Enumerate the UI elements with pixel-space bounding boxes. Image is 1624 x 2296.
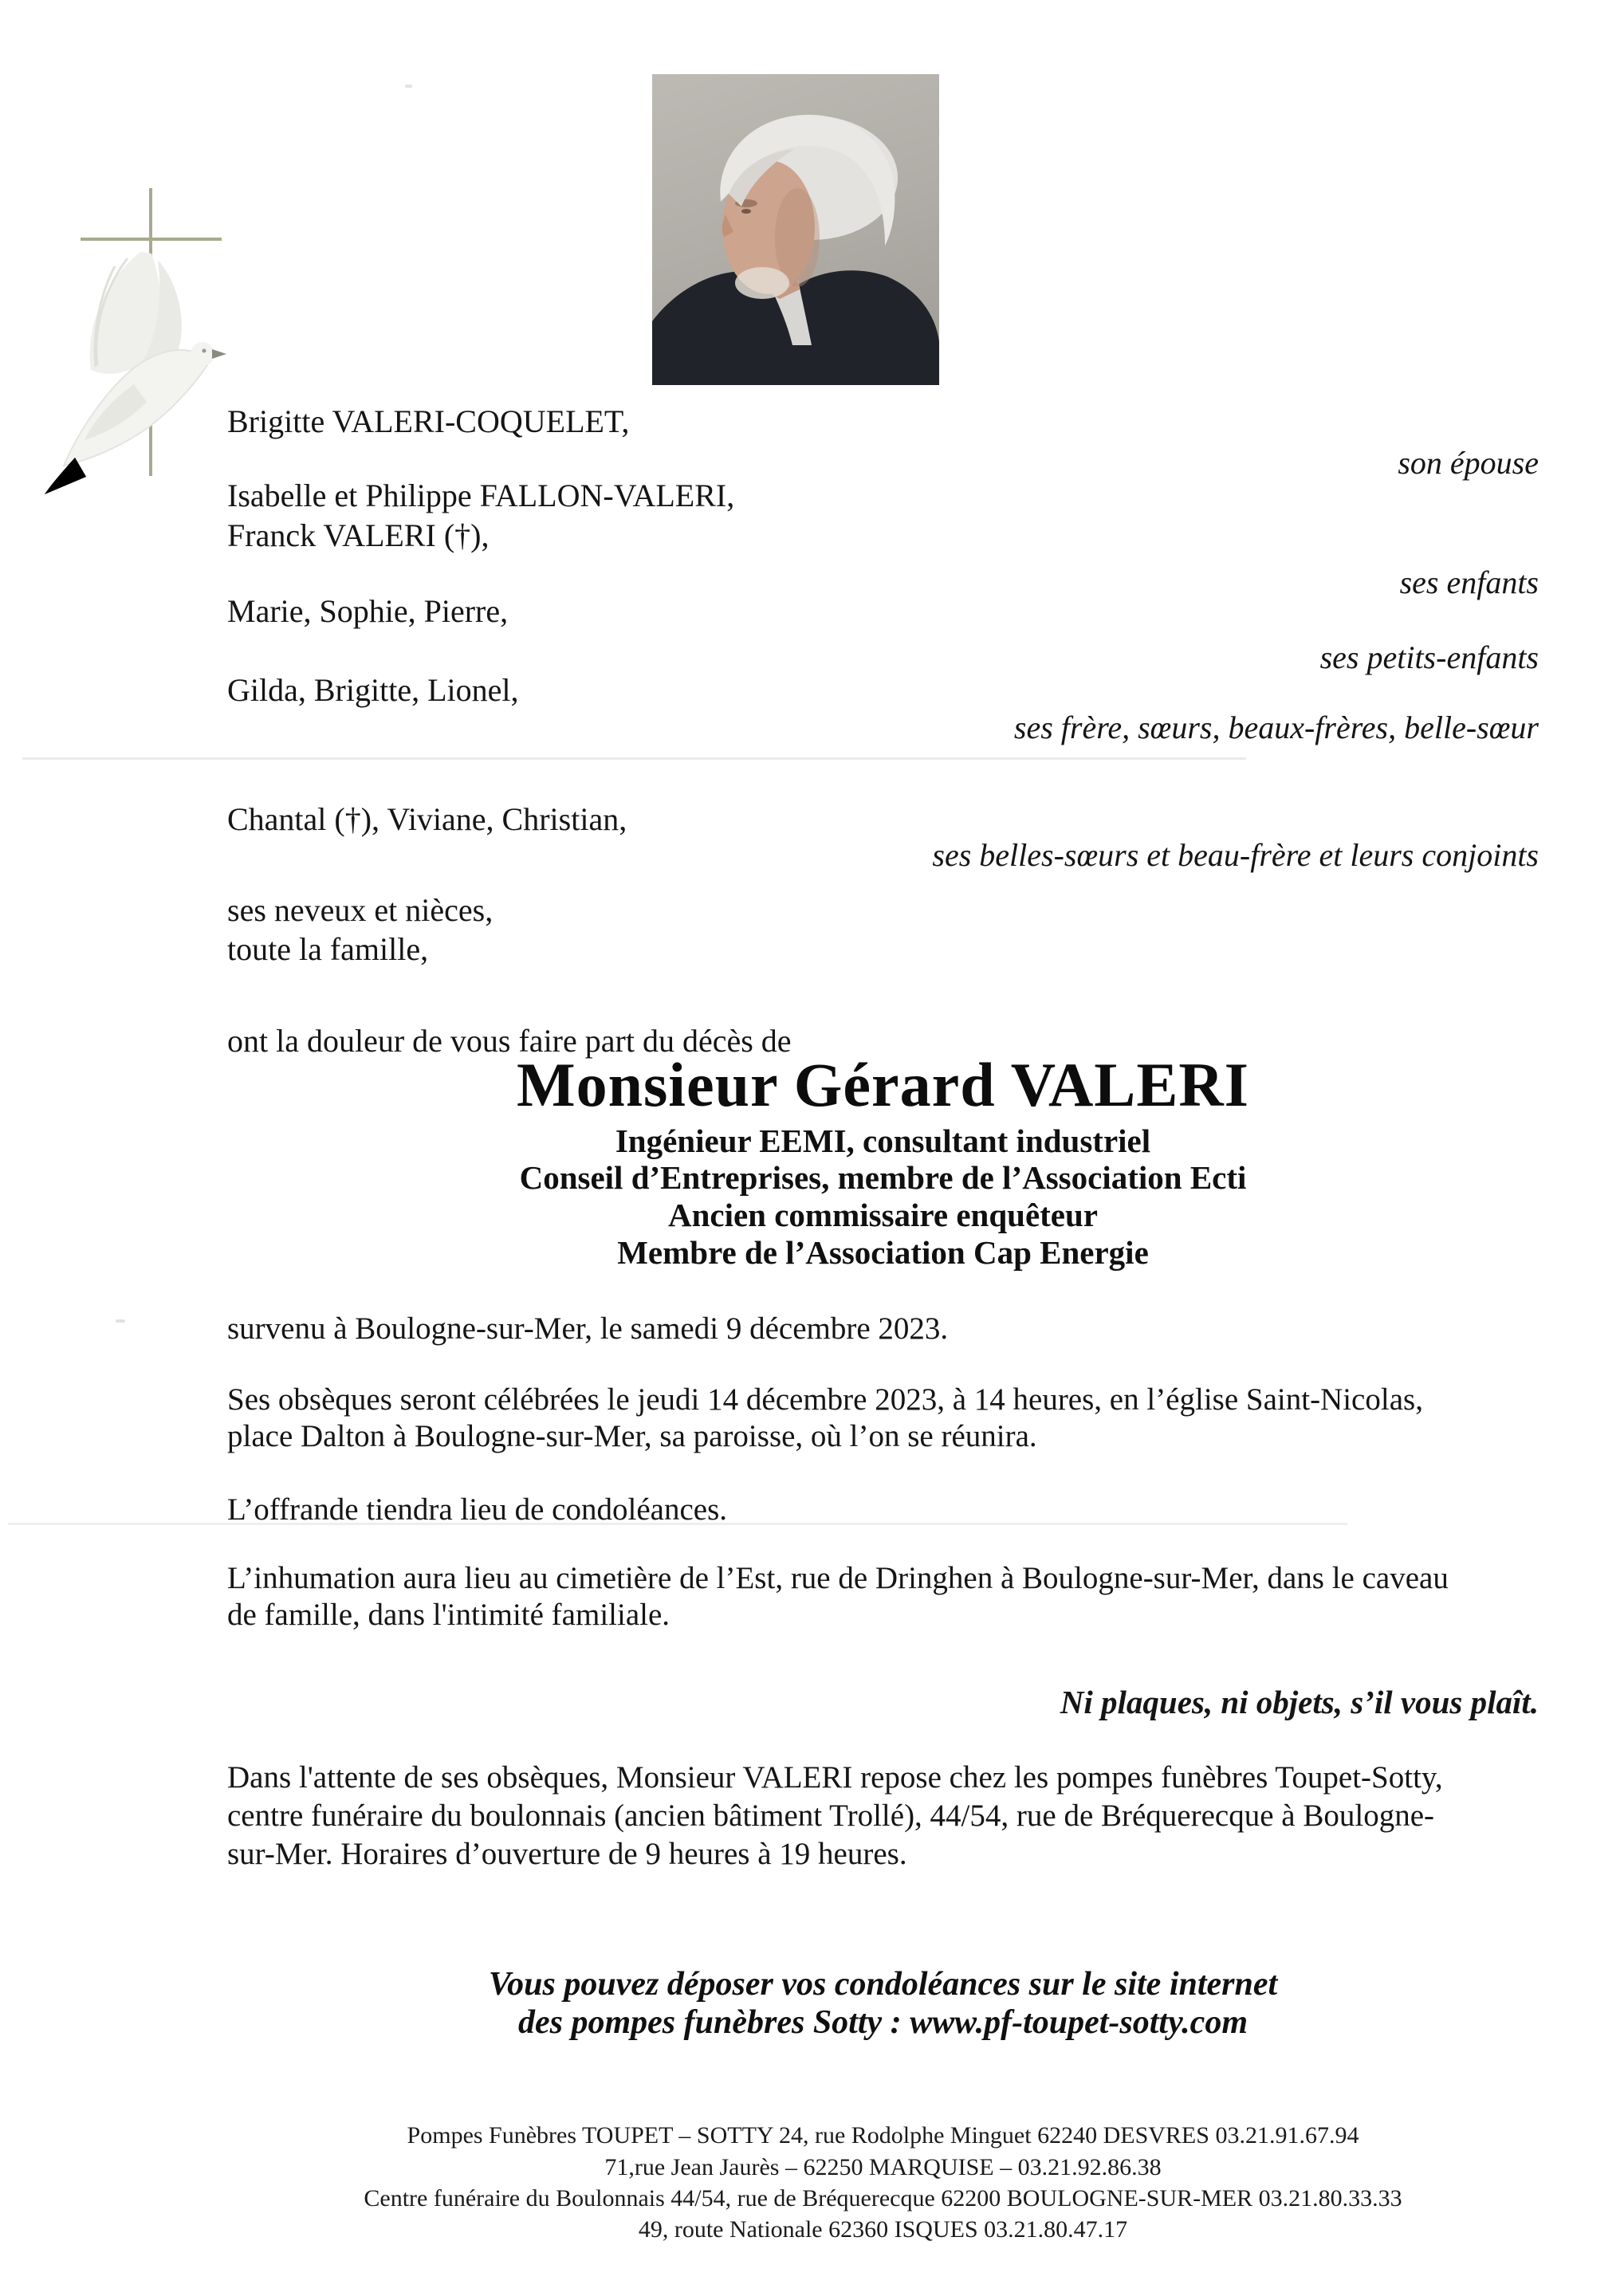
relation-line: ses belles-sœurs et beau-frère et leurs conjoints [932,837,1539,873]
deceased-name-title: Monsieur Gérard VALERI [516,1050,1250,1119]
burial-line: de famille, dans l'intimité familiale. [227,1598,670,1632]
request-line: Ni plaques, ni objets, s’il vous plaît. [1060,1684,1539,1720]
footer-line: 49, route Nationale 62360 ISQUES 03.21.80.47.17 [638,2216,1128,2243]
family-name-line: toute la famille, [227,931,429,967]
family-name-line: Chantal (†), Viviane, Christian, [227,801,627,837]
relation-line: ses petits-enfants [1319,639,1539,675]
portrait-photo [652,74,939,385]
family-name-line: Brigitte VALERI-COQUELET, [227,403,630,439]
offering-line: L’offrande tiendra lieu de condoléances. [227,1492,727,1527]
footer-line: 71,rue Jean Jaurès – 62250 MARQUISE – 03.21.92.86.38 [604,2154,1162,2180]
relation-line: ses enfants [1399,564,1539,600]
scan-artifact-line [22,757,1246,760]
ceremony-line: Ses obsèques seront célébrées le jeudi 14 décembre 2023, à 14 heures, en l’église Saint-Nicolas, [227,1382,1423,1417]
deceased-subtitle-line: Conseil d’Entreprises, membre de l’Association Ecti [519,1159,1247,1196]
condolence-line: Vous pouvez déposer vos condoléances sur le site internet [488,1966,1278,2003]
burial-line: L’inhumation aura lieu au cimetière de l’Est, rue de Dringhen à Boulogne-sur-Mer, dans le caveau [227,1561,1449,1595]
family-name-line: Franck VALERI (†), [227,517,490,553]
relation-line: ses frère, sœurs, beaux-frères, belle-sœur [1013,710,1539,745]
deceased-subtitle-line: Membre de l’Association Cap Energie [617,1234,1149,1271]
repose-line: Dans l'attente de ses obsèques, Monsieur VALERI repose chez les pompes funèbres Toupet-Sotty, [227,1760,1443,1795]
announcement-line: ont la douleur de vous faire part du décès de [227,1023,792,1059]
family-name-line: Marie, Sophie, Pierre, [227,593,509,629]
family-name-line: ses neveux et nièces, [227,892,493,928]
deceased-subtitle-line: Ancien commissaire enquêteur [667,1197,1098,1233]
repose-line: sur-Mer. Horaires d’ouverture de 9 heures à 19 heures. [227,1837,907,1871]
condolence-line: des pompes funèbres Sotty : www.pf-toupet-sotty.com [518,2004,1248,2041]
family-name-line: Isabelle et Philippe FALLON-VALERI, [227,478,735,513]
scan-speck [116,1319,125,1323]
deceased-subtitle-line: Ingénieur EEMI, consultant industriel [615,1122,1151,1159]
scan-speck [405,85,412,88]
relation-line: son épouse [1398,445,1539,481]
ceremony-line: place Dalton à Boulogne-sur-Mer, sa paroisse, où l’on se réunira. [227,1419,1037,1453]
death-date-line: survenu à Boulogne-sur-Mer, le samedi 9 décembre 2023. [227,1311,949,1346]
footer-line: Centre funéraire du Boulonnais 44/54, rue de Bréquerecque 62200 BOULOGNE-SUR-MER 03.21.80.33.33 [364,2185,1402,2211]
family-name-line: Gilda, Brigitte, Lionel, [227,672,519,708]
footer-line: Pompes Funèbres TOUPET – SOTTY 24, rue Rodolphe Minguet 62240 DESVRES 03.21.91.67.94 [407,2122,1359,2149]
cross-icon-bar [81,238,222,241]
repose-line: centre funéraire du boulonnais (ancien bâtiment Trollé), 44/54, rue de Bréquerecque à Boulogne- [227,1799,1434,1833]
dove-icon [38,249,250,496]
